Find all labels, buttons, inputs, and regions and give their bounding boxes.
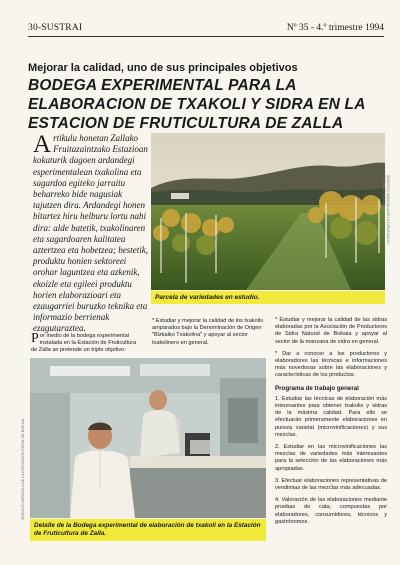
column-a <box>31 333 139 355</box>
col-c-paragraph: * Dar a conocer a los productores y elaboradores las técnicas e informaciones más novedosas sobre las elaboraciones y características de los productos. <box>275 350 387 379</box>
column-c <box>275 317 387 531</box>
col-c-paragraph: * Estudiar y mejorar la calidad de las sidras elaboradas por la Asociación de Productores de Sidra Natural de Bizkaia y apoyar al sector de la manzana de sidra en general. <box>275 317 387 345</box>
bodega-photo <box>30 358 266 518</box>
photo2-credit: SERVICIO AGRICOLA DE LA DIPUTACION FORAL DE BIZKAIA <box>21 418 25 520</box>
work-program-item: 1. Estudiar las técnicas de elaboración más interesantes para obtener txakolis y sidras de la máxima calidad. Para ello se efectuarán primeramente elaboraciones en pureza varietal (microvinificaciones) y sus mezclas. <box>275 395 387 438</box>
photo1-credit: SERVICIO AGRICOLA DE LA DIPUTACION FORAL DE BIZKAIA <box>382 175 390 244</box>
header-rule <box>28 36 384 37</box>
col-a-text: or medio de la bodega experimental instalada en la Estación de Fruticultura de Zalla se pretende un triple objetivo: <box>31 333 137 354</box>
work-program-item: 4. Valoración de las elaboraciones mediante pruebas de cata, compuestas por elaboradores, consumidores, técnicos y gastrónomos. <box>275 497 387 525</box>
article-kicker: Mejorar la calidad, uno de sus principales objetivos <box>28 62 298 74</box>
intro-dropcap: A <box>33 131 52 158</box>
intro-text: rtikulu honetan Zallako Fruitazaintzako Estazioan kokaturik dagoen ardandegi esperimentalean txakolina eta sagardoa egiteko jarraitu beharreko bide nagusiak tajutzen dira. Ardandegi honen bitartez hiru helburu lortu nahi dira: alde batetik, txakolinaren eta sagardoaren kalitatea aztertzea eta hobetzea; bestetik, produktu honien sektoreei orohar laguntzea eta azkenik, ekoizle eta egileei produktu horien elaborazioari eta ezaugarriei buruzko teknika eta informazio berrienak ezagutaraztea. <box>33 133 148 334</box>
col-b-paragraph: * Estudiar y mejorar la calidad de los txakolis amparados bajo la Denominación de Origen "Bizkaiko Txakolina" y apoyar al sector txakolinero en general. <box>152 318 263 346</box>
intro-paragraph <box>33 133 148 335</box>
photo1-caption: Parcela de variedades en estudio. <box>151 291 385 304</box>
work-program-item: 3. Efectuar elaboraciones representativas de vendimias de las mezclas más adecuadas. <box>275 477 387 492</box>
magazine-section-header: 30-SUSTRAI <box>28 23 83 33</box>
photo2-caption: Detalle de la Bodega experimental de elaboración de txakoli en la Estación de Fruticultura de Zalla. <box>30 519 266 541</box>
work-program-item: 2. Estudiar en las microvinificaciones las mezclas de variedades más interesantes para la selección de las elaboraciones más apropiadas. <box>275 444 387 472</box>
column-b <box>152 318 272 347</box>
article-title: BODEGA EXPERIMENTAL PARA LA ELABORACION DE TXAKOLI Y SIDRA EN LA ESTACION DE FRUTICULTURA DE ZALLA <box>28 77 366 132</box>
section-title: Programa de trabajo general <box>275 384 359 392</box>
col-a-dropcap: P <box>31 331 39 346</box>
vineyard-photo <box>151 133 385 290</box>
issue-info: Nº 35 - 4.º trimestre 1994 <box>286 23 384 33</box>
